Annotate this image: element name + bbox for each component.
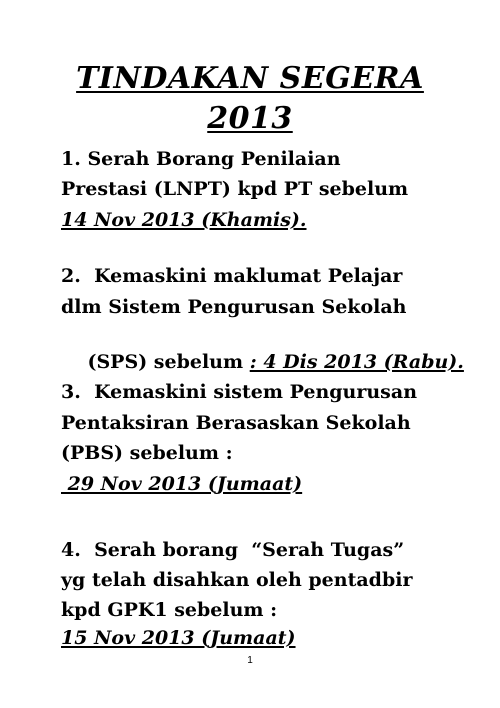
document-title: TINDAKAN SEGERA <box>76 61 424 96</box>
page-number: 1 <box>247 655 253 666</box>
item-4-deadline: 15 Nov 2013 (Jumaat) <box>61 627 296 649</box>
item-3-deadline: 29 Nov 2013 (Jumaat) <box>61 473 303 495</box>
item-2-line-3-text: (SPS) sebelum <box>87 351 250 373</box>
document-title-year: 2013 <box>207 101 293 136</box>
item-1-line-1: 1. Serah Borang Penilaian <box>61 148 341 170</box>
item-4-line-3: kpd GPK1 sebelum : <box>61 599 278 621</box>
item-3-line-1: 3. Kemaskini sistem Pengurusan <box>61 381 418 403</box>
item-2-deadline: : 4 Dis 2013 (Rabu). <box>249 351 464 373</box>
item-4-line-1: 4. Serah borang “Serah Tugas” <box>61 539 405 561</box>
item-3-line-2: Pentaksiran Berasaskan Sekolah <box>61 412 411 434</box>
item-1-deadline: 14 Nov 2013 (Khamis). <box>61 209 307 231</box>
item-1-line-2: Prestasi (LNPT) kpd PT sebelum <box>61 178 409 200</box>
item-3-line-3: (PBS) sebelum : <box>61 442 233 464</box>
item-4-line-2: yg telah disahkan oleh pentadbir <box>61 569 413 591</box>
item-2-line-2: dlm Sistem Pengurusan Sekolah <box>61 296 407 318</box>
item-2-line-1: 2. Kemaskini maklumat Pelajar <box>61 265 403 287</box>
